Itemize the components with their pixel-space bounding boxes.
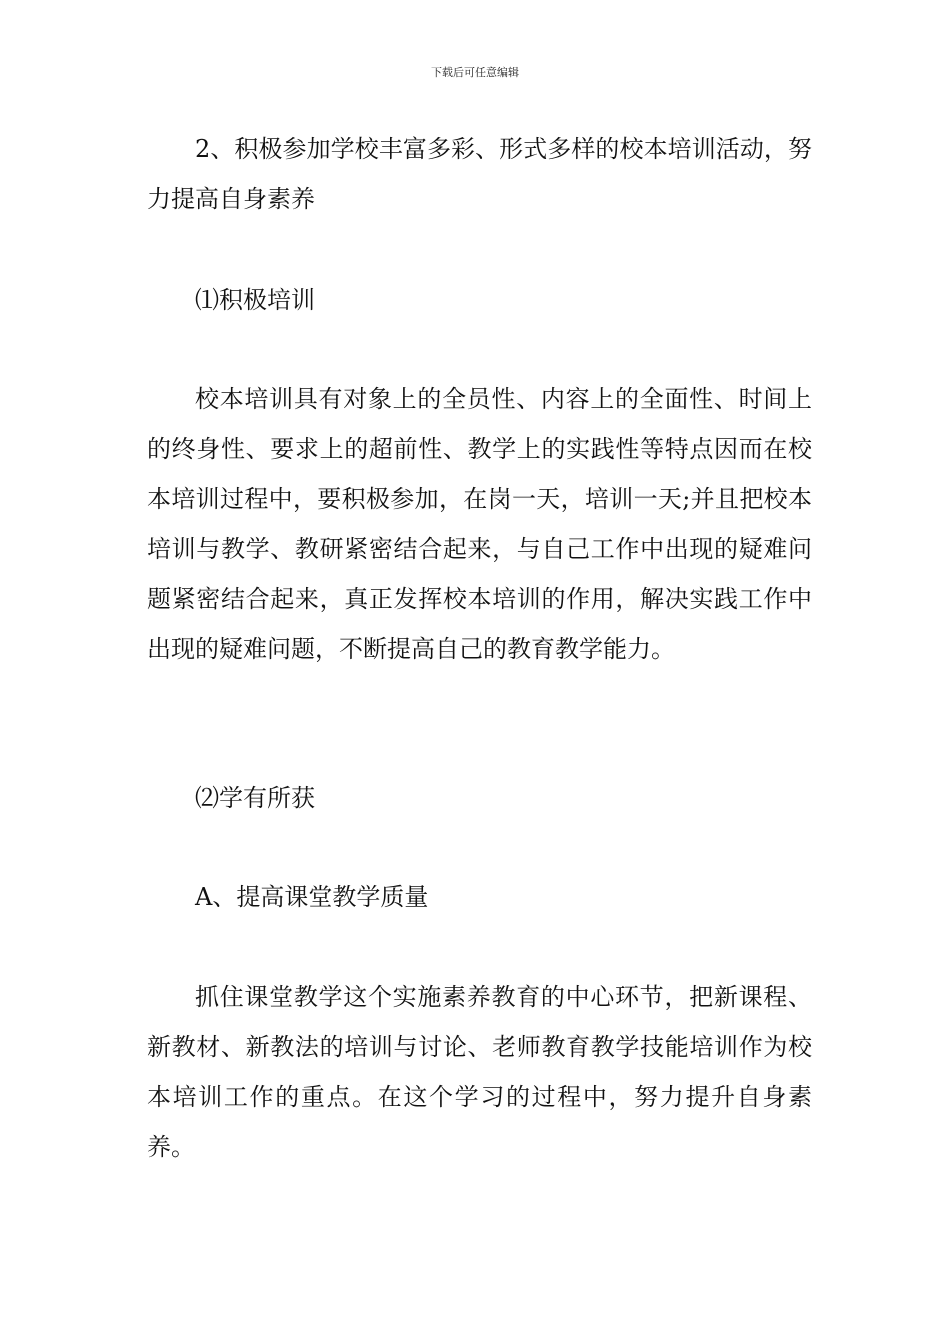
page-header-note: 下载后可任意编辑 (431, 66, 519, 79)
paragraph-subheading-2: ⑵学有所获 (195, 784, 315, 812)
paragraph-classroom-teaching: 抓住课堂教学这个实施素养教育的中心环节，把新课程、新教材、新教法的培训与讨论、老师教育教学技能培训作为校本培训工作的重点。在这个学习的过程中，努力提升自身素养。 (147, 983, 812, 1161)
paragraph-section-2-title: 2、积极参加学校丰富多彩、形式多样的校本培训活动，努力提高自身素养 (147, 135, 812, 213)
paragraph-training-description: 校本培训具有对象上的全员性、内容上的全面性、时间上的终身性、要求上的超前性、教学上的实践性等特点因而在校本培训过程中，要积极参加，在岗一天，培训一天;并且把校本培训与教学、教研紧密结合起来，与自己工作中出现的疑难问题紧密结合起来，真正发挥校本培训的作用，解决实践工作中出现的疑难问题，不断提高自己的教育教学能力。 (147, 385, 812, 663)
paragraph-subheading-a: A、提高课堂教学质量 (195, 883, 429, 911)
paragraph-subheading-1: ⑴积极培训 (195, 286, 315, 314)
